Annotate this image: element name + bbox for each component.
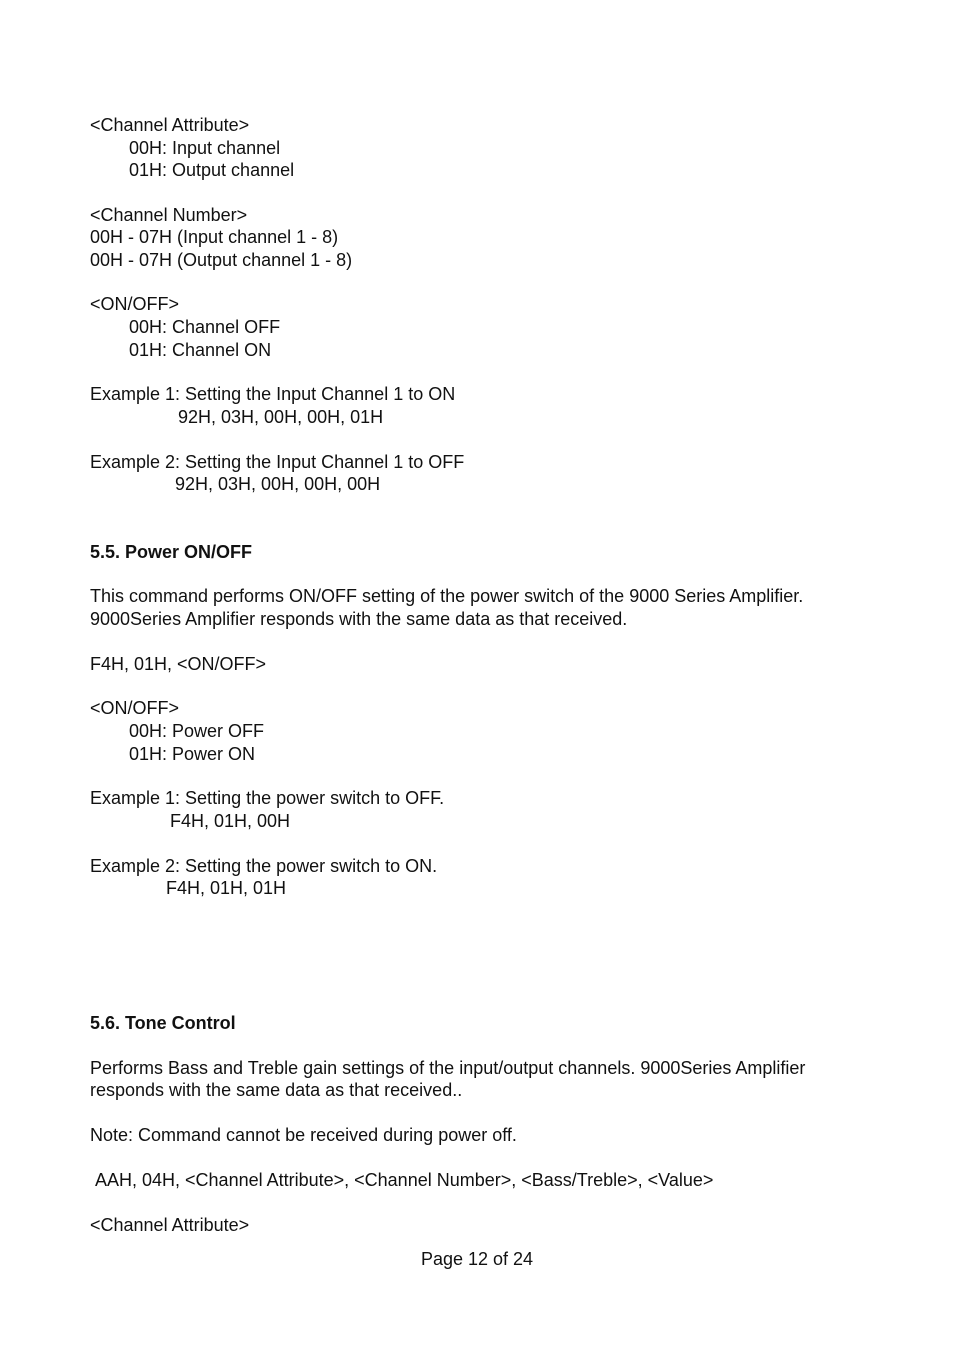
channel-onoff-off: 00H: Channel OFF <box>129 317 281 337</box>
channel-example1-label: Example 1: Setting the Input Channel 1 to ON <box>90 384 456 404</box>
channel-attribute-heading: <Channel Attribute> <box>90 115 250 135</box>
tone-note: Note: Command cannot be received during power off. <box>90 1125 517 1145</box>
channel-example2-label: Example 2: Setting the Input Channel 1 to OFF <box>90 452 465 472</box>
power-section-title: 5.5. Power ON/OFF <box>90 542 253 562</box>
tone-section-title: 5.6. Tone Control <box>90 1013 236 1033</box>
power-example2-code: F4H, 01H, 01H <box>166 878 287 898</box>
channel-number-input: 00H - 07H (Input channel 1 - 8) <box>90 227 339 247</box>
power-example2-label: Example 2: Setting the power switch to ON. <box>90 856 438 876</box>
tone-desc-line1: Performs Bass and Treble gain settings of the input/output channels. 9000Series Amplifier <box>90 1058 806 1078</box>
power-example1-code: F4H, 01H, 00H <box>170 811 291 831</box>
power-desc-line2: 9000Series Amplifier responds with the same data as that received. <box>90 609 628 629</box>
channel-onoff-on: 01H: Channel ON <box>129 340 272 360</box>
channel-number-output: 00H - 07H (Output channel 1 - 8) <box>90 250 353 270</box>
tone-desc-line2: responds with the same data as that received.. <box>90 1080 463 1100</box>
power-onoff-off: 00H: Power OFF <box>129 721 265 741</box>
page-number: Page 12 of 24 <box>420 1249 534 1269</box>
channel-attribute-input: 00H: Input channel <box>129 138 281 158</box>
tone-command: AAH, 04H, <Channel Attribute>, <Channel Number>, <Bass/Treble>, <Value> <box>95 1170 714 1190</box>
channel-attribute-output: 01H: Output channel <box>129 160 295 180</box>
channel-onoff-heading: <ON/OFF> <box>90 294 180 314</box>
tone-attribute-heading: <Channel Attribute> <box>90 1215 250 1235</box>
power-desc-line1: This command performs ON/OFF setting of the power switch of the 9000 Series Amplifier. <box>90 586 804 606</box>
power-example1-label: Example 1: Setting the power switch to OFF. <box>90 788 445 808</box>
power-onoff-on: 01H: Power ON <box>129 744 256 764</box>
channel-number-heading: <Channel Number> <box>90 205 248 225</box>
channel-example2-code: 92H, 03H, 00H, 00H, 00H <box>175 474 381 494</box>
power-command: F4H, 01H, <ON/OFF> <box>90 654 267 674</box>
power-onoff-heading: <ON/OFF> <box>90 698 180 718</box>
channel-example1-code: 92H, 03H, 00H, 00H, 01H <box>178 407 384 427</box>
